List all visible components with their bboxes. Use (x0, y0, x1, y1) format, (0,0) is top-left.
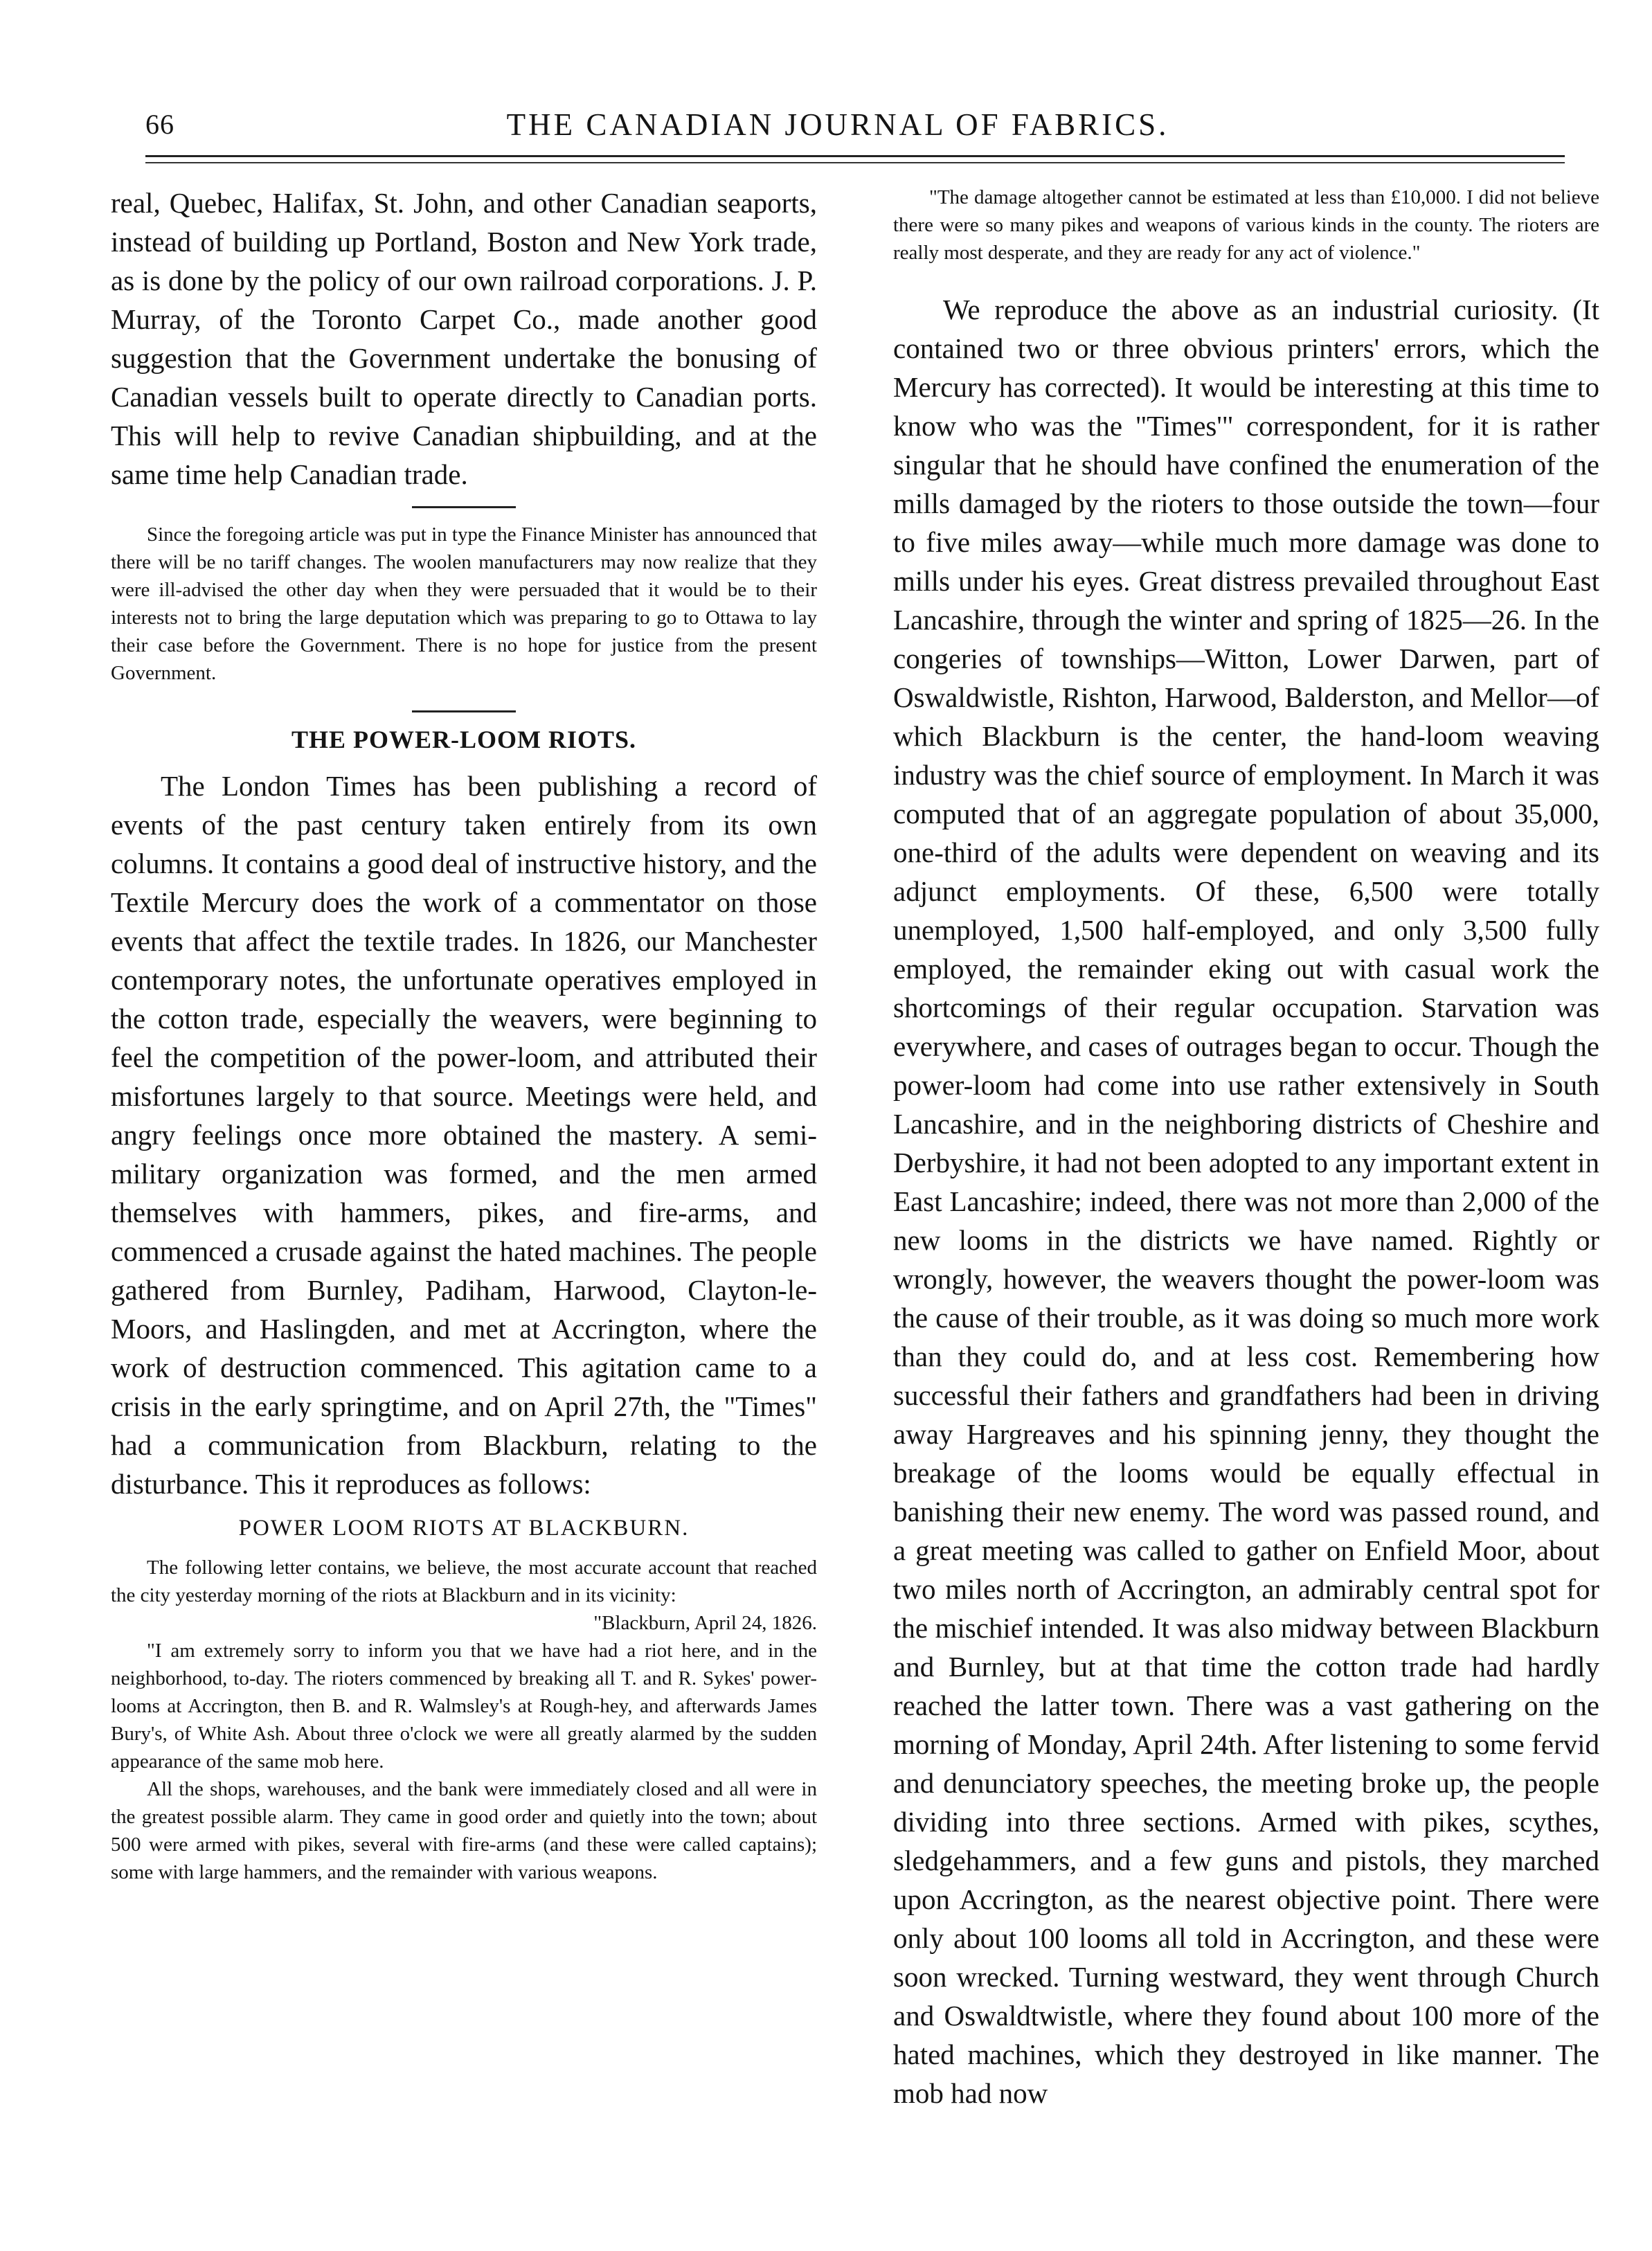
editor-note: Since the foregoing article was put in type the Finance Minister has announced that there will be no tariff changes. The woolen manufacturers may now realize that they were ill-advised the other day when they were persuaded that it would be to their interests not to bring the large deputation which was preparing to go to Ottawa to lay their case before the Government. There is no hope for justice from the present Government. (111, 523, 817, 684)
quote-intro: The following letter contains, we believe, the most accurate account that reached the city yesterday morning of the riots at Blackburn and in its vicinity: (111, 1557, 817, 1606)
left-column (111, 183, 817, 2191)
section-title: THE POWER-LOOM RIOTS. (291, 726, 637, 753)
quote-title: POWER LOOM RIOTS AT BLACKBURN. (238, 1516, 690, 1541)
article-paragraph: The London Times has been publishing a record of events of the past century taken entirely from its own columns. It contains a good deal of instructive history, and the Textile Mercury does the work of a commentator on those events that affect the textile trades. In 1826, our Manchester contemporary notes, the unfortunate operatives employed in the cotton trade, especially the weavers, were beginning to feel the competition of the power-loom, and attributed their misfortunes largely to that source. Meetings were held, and angry feelings once more obtained the mastery. A semi-military organization was formed, and the men armed themselves with hammers, pikes, and fire-arms, and commenced a crusade against the hated machines. The people gathered from Burnley, Padiham, Harwood, Clayton-le-Moors, and Haslingden, and met at Accrington, where the work of destruction commenced. This agitation came to a crisis in the early springtime, and on April 27th, the "Times" had a communication from Blackburn, relating to the disturbance. This it reproduces as follows: (111, 770, 817, 1500)
letter-paragraph: "I am extremely sorry to inform you that we have had a riot here, and in the neighborhood, to-day. The rioters commenced by breaking all T. and R. Sykes' power-looms at Accrington, then B. and R. Walmsley's at Rough-hey, and afterwards James Bury's, of White Ash. About three o'clock we were all greatly alarmed by the sudden appearance of the same mob here. (111, 1640, 817, 1773)
letter-paragraph: "The damage altogether cannot be estimated at less than £10,000. I did not believe there were so many pikes and weapons of various kinds in the county. The rioters are really most desperate, and they are ready for any act of violence." (893, 186, 1599, 264)
page-header (111, 96, 1565, 158)
header-rule-secondary (145, 162, 1565, 163)
page-number: 66 (145, 109, 174, 140)
letter-dateline: "Blackburn, April 24, 1826. (593, 1612, 817, 1634)
right-column (893, 183, 1599, 2191)
header-rule (145, 155, 1565, 157)
journal-title: THE CANADIAN JOURNAL OF FABRICS. (506, 107, 1169, 142)
commentary-paragraph: We reproduce the above as an industrial curiosity. (It contained two or three obvious printers' errors, which the Mercury has corrected). It would be interesting at this time to know who was the "Times'" correspondent, for it is rather singular that he should have confined the enumeration of the mills damaged by the rioters to those outside the town—four to five miles away—while much more damage was done to mills under his eyes. Great distress prevailed throughout East Lancashire, through the winter and spring of 1825—26. In the congeries of townships—Witton, Lower Darwen, part of Oswaldwistle, Rishton, Harwood, Balderston, and Mellor—of which Blackburn is the center, the hand-loom weaving industry was the chief source of employment. In March it was computed that of an aggregate population of about 35,000, one-third of the adults were dependent on weaving and its adjunct employments. Of these, 6,500 were totally unemployed, 1,500 half-employed, and only 3,500 fully employed, the remainder eking out with casual work the shortcomings of their regular occupation. Starvation was everywhere, and cases of outrages began to occur. Though the power-loom had come into use rather extensively in South Lancashire, and in the neighboring districts of Cheshire and Derbyshire, it had not been adopted to any important extent in East Lancashire; indeed, there was not more than 2,000 of the new looms in the districts we have named. Rightly or wrongly, however, the weavers thought the power-loom was the cause of their trouble, as it was doing so much more work than they could do, and at less cost. Remembering how successful their fathers and grandfathers had been in driving away Hargreaves and his spinning jenny, they thought the breakage of the looms would be equally effectual in banishing their new enemy. The word was passed round, and a great meeting was called to gather on Enfield Moor, about two miles north of Accrington, an admirably central spot for the mischief intended. It was also midway between Blackburn and Burnley, but at that time the cotton trade had hardly reached the latter town. There was a vast gathering on the morning of Monday, April 24th. After listening to some fervid and denunciatory speeches, the meeting broke up, the people dividing into three sections. Armed with pikes, scythes, sledgehammers, and a few guns and pistols, they marched upon Accrington, as the nearest objective point. There were only about 100 looms all told in Accrington, and these were soon wrecked. Turning westward, they went through Church and Oswaldtwistle, where they found about 100 more of the hated machines, which they destroyed in like manner. The mob had now (893, 294, 1599, 2109)
letter-paragraph: All the shops, warehouses, and the bank were immediately closed and all were in the greatest possible alarm. They came in good order and quietly into the town; about 500 were armed with pikes, several with fire-arms (and these were called captains); some with large hammers, and the remainder with various weapons. (111, 1778, 817, 1883)
intro-paragraph: real, Quebec, Halifax, St. John, and other Canadian seaports, instead of building up Portland, Boston and New York trade, as is done by the policy of our own railroad corporations. J. P. Murray, of the Toronto Carpet Co., made another good suggestion that the Government undertake the bonusing of Canadian vessels built to operate directly to Canadian ports. This will help to revive Canadian shipbuilding, and at the same time help Canadian trade. (111, 187, 817, 490)
